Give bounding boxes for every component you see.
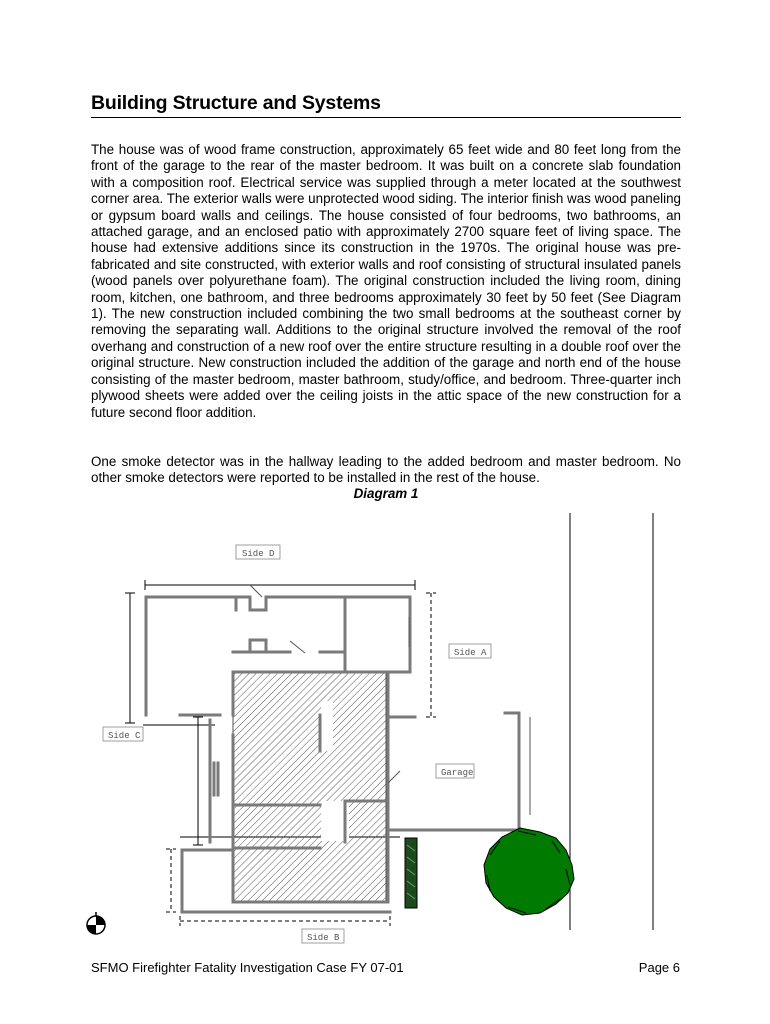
hedge-icon bbox=[405, 838, 417, 908]
svg-text:Side B: Side B bbox=[307, 933, 340, 943]
north-arrow-icon bbox=[87, 912, 105, 934]
side-a-label bbox=[449, 644, 491, 658]
svg-text:Garage: Garage bbox=[441, 768, 474, 778]
svg-text:Side D: Side D bbox=[242, 549, 275, 559]
footer-page-number: Page 6 bbox=[638, 960, 680, 975]
side-b-label bbox=[302, 929, 344, 943]
construction-paragraph: The house was of wood frame construction, approximately 65 feet wide and 80 feet long from the front of the garage to the rear of the master bedroom. It was built on a concrete slab foundation with a composition roof. Electrical service was supplied through a meter located at the southwest corner area. The exterior walls were unprotected wood siding. The interior finish was wood paneling or gypsum board walls and ceilings. The house consisted of four bedrooms, two bathrooms, an attached garage, and an enclosed patio with approximately 2700 square feet of living space. The house had extensive additions since its construction in the 1970s. The original house was pre-fabricated and site constructed, with exterior walls and roof consisting of structural insulated panels (wood panels over polyurethane foam). The original construction included the living room, dining room, kitchen, one bathroom, and three bedrooms approximately 30 feet by 50 feet (See Diagram 1). The new construction included combining the two small bedrooms at the southeast corner by removing the separating wall. Additions to the original structure involved the removal of the roof overhang and construction of a new roof over the entire structure resulting in a double roof over the original structure. New construction included the addition of the garage and north end of the house consisting of the master bedroom, master bathroom, study/office, and bedroom. Three-quarter inch plywood sheets were added over the ceiling joists in the attic space of the new construction for a future second floor addition. bbox=[91, 142, 681, 420]
garage-label bbox=[436, 764, 474, 778]
section-title: Building Structure and Systems bbox=[91, 92, 681, 118]
side-d-label bbox=[236, 545, 280, 559]
svg-text:Side A: Side A bbox=[454, 648, 487, 658]
tree-icon bbox=[484, 828, 574, 915]
smoke-detector-paragraph: One smoke detector was in the hallway leading to the added bedroom and master bedroom. No other smoke detectors were reported to be installed in the rest of the house. bbox=[91, 454, 681, 486]
footer-case-title: SFMO Firefighter Fatality Investigation Case FY 07-01 bbox=[91, 960, 404, 975]
side-c-label bbox=[103, 727, 143, 741]
diagram-caption: Diagram 1 bbox=[353, 486, 419, 501]
original-structure-hatched bbox=[233, 672, 386, 902]
svg-text:Side C: Side C bbox=[108, 731, 141, 741]
floor-plan-diagram bbox=[0, 505, 770, 950]
